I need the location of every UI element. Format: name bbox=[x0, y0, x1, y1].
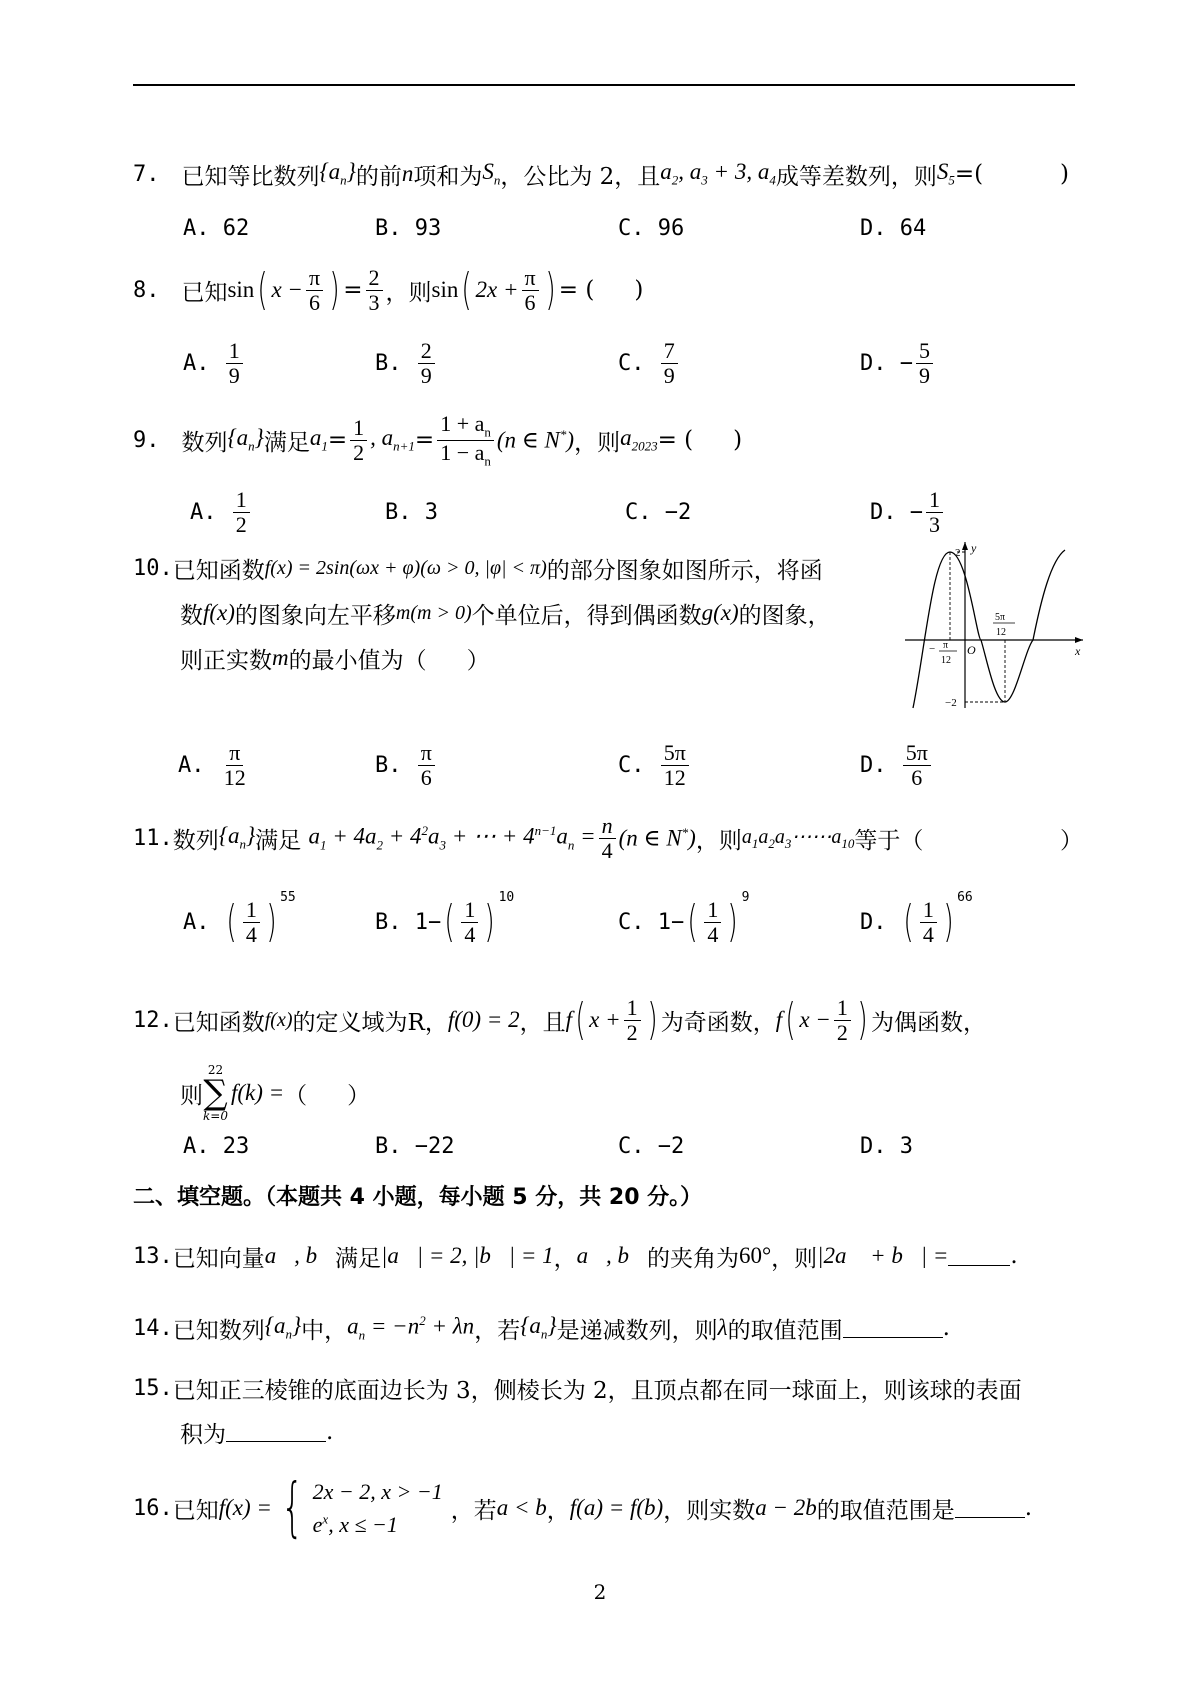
section-2-heading: 二、填空题。（本题共 4 小题，每小题 5 分，共 20 分。） bbox=[133, 1185, 703, 1210]
graph-bottom-value: −2 bbox=[945, 697, 957, 709]
graph-left-tick-sign: − bbox=[929, 643, 936, 655]
q12-option-b[interactable]: B. −22 bbox=[375, 1134, 455, 1159]
question-7: 7. 已知等比数列 $\{a_n\}$ 的前 n 项和为 $S_n$ ，公比为 2，且 $a_2$, $a_3 + 3$, $a_4$ 成等差数列，则 $S_5$ =( bbox=[133, 159, 984, 190]
question-12-line-1: 12. 已知函数 f(x) 的定义域为R， f(0) = 2 ，且 f ( x + $\frac{1}{2}$ ) 为奇函数， f ( x − $\frac{1}{2}$ ) 为偶函数， bbox=[133, 994, 987, 1045]
q12-option-d[interactable]: D. 3 bbox=[860, 1134, 913, 1159]
q11-option-d[interactable]: D. ( $\frac{1}{4}$ ) $^{66}$ bbox=[860, 890, 973, 947]
question-11-close-paren: ） bbox=[1060, 827, 1083, 854]
q8-option-d[interactable]: D. − $\frac{5}{9}$ bbox=[860, 336, 936, 390]
q13-answer-blank[interactable] bbox=[948, 1247, 1010, 1266]
question-9: 9. 数列 $\{a_n\}$ 满足 $a_1$ = $\frac{1}{2}$ , $a_{n+1}$ = $\frac{1 + a_n}{1 - a_n}$ (n ∈ N*) ，则 $a_{2023}$ = ( ) bbox=[133, 411, 743, 468]
graph-left-tick-num: π bbox=[943, 640, 949, 651]
q8-option-c[interactable]: C. $\frac{7}{9}$ bbox=[618, 336, 681, 390]
graph-origin: O bbox=[967, 643, 976, 657]
q8-option-b[interactable]: B. $\frac{2}{9}$ bbox=[375, 336, 438, 390]
page-number: 2 bbox=[593, 1580, 607, 1604]
q12-option-c[interactable]: C. −2 bbox=[618, 1134, 685, 1159]
question-7-close-paren: ) bbox=[1060, 161, 1069, 187]
question-10-line-2: 数 f(x) 的图象向左平移 m(m > 0) 个单位后，得到偶函数 g(x) 的图象， bbox=[180, 600, 831, 629]
q14-answer-blank[interactable] bbox=[843, 1319, 943, 1338]
q9-option-b[interactable]: B. 3 bbox=[385, 499, 438, 525]
q10-option-a[interactable]: A. $\frac{\pi}{12}$ bbox=[178, 740, 246, 790]
sine-graph-figure bbox=[905, 540, 1085, 710]
q10-option-b[interactable]: B. $\frac{\pi}{6}$ bbox=[375, 738, 438, 792]
q10-option-d[interactable]: D. $\frac{5\pi}{6}$ bbox=[860, 738, 934, 792]
q7-option-a[interactable]: A. 62 bbox=[183, 216, 250, 241]
q7-option-d[interactable]: D. 64 bbox=[860, 216, 927, 241]
q9-option-d[interactable]: D. − $\frac{1}{3}$ bbox=[870, 485, 946, 539]
graph-left-tick-den: 12 bbox=[941, 655, 951, 666]
q7-option-b[interactable]: B. 93 bbox=[375, 216, 442, 241]
question-12-line-2: 则 22 ∑ k=0 f(k) = （ ） bbox=[180, 1063, 371, 1123]
q8-option-a[interactable]: A. $\frac{1}{9}$ bbox=[183, 336, 246, 390]
question-14: 14. 已知数列 $\{a_n\}$ 中， $a_n = -n^2 + \lambda n$ ，若 $\{a_n\}$ 是递减数列，则 λ 的取值范围 . bbox=[133, 1312, 950, 1344]
q12-option-a[interactable]: A. 23 bbox=[183, 1134, 250, 1159]
graph-top-value: 2 bbox=[955, 547, 961, 559]
piecewise-cases: { 2x − 2, x > −1 $e^x$, x ≤ −1 bbox=[281, 1471, 443, 1545]
question-13: 13. 已知向量 a⃗, b⃗ 满足 |a⃗| = 2, |b⃗| = 1 ， a⃗, b⃗ 的夹角为 60° ，则 |2a⃗ + b⃗| = . bbox=[133, 1243, 1018, 1272]
sine-curve bbox=[913, 550, 1065, 708]
q16-answer-blank[interactable] bbox=[955, 1499, 1025, 1518]
question-15-line-2: 积为 . bbox=[180, 1419, 334, 1448]
q9-option-c[interactable]: C. −2 bbox=[625, 499, 692, 525]
graph-y-label: y bbox=[971, 541, 977, 555]
q15-answer-blank[interactable] bbox=[226, 1423, 326, 1442]
q9-option-a[interactable]: A. $\frac{1}{2}$ bbox=[190, 485, 253, 539]
header-rule bbox=[133, 84, 1075, 86]
graph-right-tick-den: 12 bbox=[996, 627, 1006, 638]
question-15-line-1: 15. 已知正三棱锥的底面边长为 3，侧棱长为 2，且顶点都在同一球面上，则该球的表面 bbox=[133, 1375, 1022, 1404]
question-16: 16. 已知 f(x) = { 2x − 2, x > −1 $e^x$, x ≤ −1 ，若 a < b ， f(a) = f(b) ，则实数 a − 2b 的取值范围是 . bbox=[133, 1471, 1033, 1545]
q10-option-c[interactable]: C. $\frac{5\pi}{12}$ bbox=[618, 738, 692, 792]
graph-right-tick-num: 5π bbox=[995, 612, 1006, 623]
question-10-line-3: 则正实数 m 的最小值为（ ） bbox=[180, 645, 490, 674]
question-11: 11. 数列 $\{a_n\}$ 满足 $a_1 + 4a_2 + 4^2a_3$ + ⋯ + $4^{n-1}a_n$ = $\frac{n}{4}$ (n ∈ N*) ，则 $a_1a_2a_3\cdots\cdots a_{10}$ 等于（ bbox=[133, 813, 924, 863]
graph-x-label: x bbox=[1075, 644, 1081, 658]
question-8: 8. 已知 sin ( x − $\frac{\pi}{6}$ ) = $\frac{2}{3}$ ，则 sin ( 2x + $\frac{\pi}{6}$ ) = ( ) bbox=[133, 264, 644, 315]
q7-option-c[interactable]: C. 96 bbox=[618, 216, 685, 241]
q11-option-b[interactable]: B. 1− ( $\frac{1}{4}$ ) $^{10}$ bbox=[375, 890, 515, 947]
question-10-line-1: 10. 已知函数 f(x) = 2sin(ωx + φ)(ω > 0, |φ| < π) 的部分图象如图所示，将函 bbox=[133, 555, 823, 584]
q11-option-c[interactable]: C. 1− ( $\frac{1}{4}$ ) $^9$ bbox=[618, 890, 750, 947]
q11-option-a[interactable]: A. ( $\frac{1}{4}$ ) $^{55}$ bbox=[183, 890, 296, 947]
